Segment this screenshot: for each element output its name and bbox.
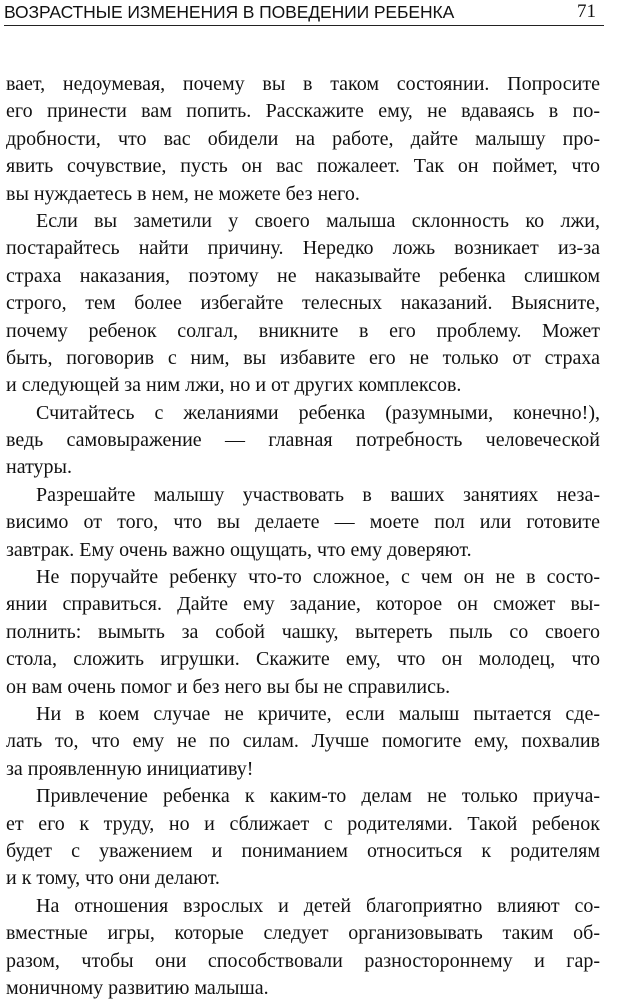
body-text — [6, 71, 600, 1002]
text-line: его принести вам попить. Расскажите ему, не вдаваясь в по- — [6, 100, 600, 123]
running-header — [4, 1, 604, 27]
text-line: Привлечение ребенка к каким-то делам не только приуча- — [36, 785, 600, 808]
text-line: постарайтесь найти причину. Нередко ложь возникает из-за — [6, 237, 600, 260]
text-line: почему ребенок солгал, вникните в его проблему. Может — [6, 319, 600, 342]
text-line: явить сочувствие, пусть он вас пожалеет. Так он поймет, что — [6, 155, 600, 178]
text-line: лать то, что ему не по силам. Лучше помогите ему, похвалив — [6, 730, 600, 753]
text-line: завтрак. Ему очень важно ощущать, что ему доверяют. — [6, 538, 472, 561]
text-line: моничному развитию малыша. — [6, 976, 269, 999]
header-rule — [4, 25, 604, 26]
text-line: он вам очень помог и без него вы бы не справились. — [6, 675, 451, 698]
text-line: Не поручайте ребенку что-то сложное, с чем он не в состо- — [36, 566, 600, 589]
text-line: висимо от того, что вы делаете — моете пол или готовите — [6, 511, 600, 534]
text-line: дробности, что вас обидели на работе, дайте малышу про- — [6, 127, 600, 150]
text-line: страха наказания, поэтому не наказывайте ребенка слишком — [6, 264, 600, 287]
text-line: ведь самовыражение — главная потребность человеческой — [6, 429, 600, 452]
text-line: янии справиться. Дайте ему задание, которое он сможет вы- — [6, 593, 600, 616]
text-line: полнить: вымыть за собой чашку, вытереть пыль со своего — [6, 620, 600, 643]
text-line: Если вы заметили у своего малыша склонность ко лжи, — [36, 209, 600, 232]
text-line: вает, недоумевая, почему вы в таком состоянии. Попросите — [6, 73, 600, 95]
text-line: строго, тем более избегайте телесных наказаний. Выясните, — [6, 292, 600, 315]
text-line: Разрешайте малышу участвовать в ваших занятиях неза- — [36, 483, 600, 506]
text-line: будет с уважением и пониманием относиться к родителям — [6, 839, 600, 862]
text-line: натуры. — [6, 456, 72, 479]
text-line: за проявленную инициативу! — [6, 757, 254, 780]
page-number: 71 — [577, 1, 596, 22]
text-line: Ни в коем случае не кричите, если малыш пытается сде- — [36, 702, 600, 725]
text-line: и к тому, что они делают. — [6, 867, 220, 890]
text-line: Считайтесь с желаниями ребенка (разумными, конечно!), — [36, 401, 600, 424]
running-title: ВОЗРАСТНЫЕ ИЗМЕНЕНИЯ В ПОВЕДЕНИИ РЕБЕНКА — [4, 2, 455, 22]
text-line: На отношения взрослых и детей благоприятно влияют со- — [36, 894, 600, 917]
text-line: разом, чтобы они способствовали разностороннему и гар- — [6, 949, 600, 972]
text-line: ет его к труду, но и сближает с родителями. Такой ребенок — [6, 812, 600, 835]
text-line: и следующей за ним лжи, но и от других комплексов. — [6, 374, 462, 397]
text-line: быть, поговорив с ним, вы избавите его не только от страха — [6, 346, 600, 369]
text-line: вы нуждаетесь в нем, не можете без него. — [6, 182, 360, 205]
text-line: вместные игры, которые следует организовывать таким об- — [6, 922, 600, 945]
text-line: стола, сложить игрушки. Скажите ему, что он молодец, что — [6, 648, 600, 671]
